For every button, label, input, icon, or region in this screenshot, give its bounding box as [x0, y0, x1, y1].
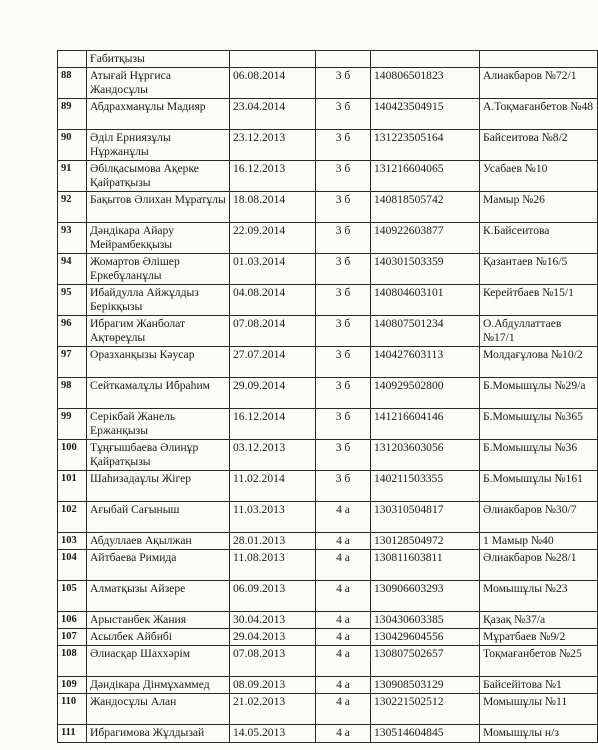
class-grade-cell: 3 б [316, 192, 371, 223]
birth-date-cell: 11.03.2013 [230, 502, 316, 533]
birth-date-cell: 11.02.2014 [230, 471, 316, 502]
class-grade-cell: 3 б [316, 316, 371, 347]
iin-number-cell: 140806501823 [371, 68, 480, 99]
birth-date-cell: 01.03.2014 [230, 254, 316, 285]
class-grade-cell: 3 б [316, 378, 371, 409]
student-name-cell: Шаһизадаұлы Жігер [87, 471, 230, 502]
birth-date-cell: 16.12.2013 [230, 161, 316, 192]
birth-date-cell: 06.09.2013 [230, 581, 316, 612]
row-number-cell: 92 [58, 192, 87, 223]
home-address-cell: Керейтбаев №15/1 [480, 285, 598, 316]
birth-date-cell: 04.08.2014 [230, 285, 316, 316]
iin-number-cell: 140929502800 [371, 378, 480, 409]
row-number-cell: 103 [58, 533, 87, 550]
iin-number-cell: 141216604146 [371, 409, 480, 440]
class-grade-cell: 3 б [316, 440, 371, 471]
home-address-cell: Әлиакбаров №30/7 [480, 502, 598, 533]
student-name-cell: Оразханқызы Кәусар [87, 347, 230, 378]
class-grade-cell: 4 а [316, 646, 371, 677]
row-number-cell: 94 [58, 254, 87, 285]
row-number-cell: 99 [58, 409, 87, 440]
student-name-cell: Әлиасқар Шаххәрім [87, 646, 230, 677]
iin-number-cell: 130128504972 [371, 533, 480, 550]
class-grade-cell: 3 б [316, 161, 371, 192]
iin-number-cell [371, 51, 480, 68]
home-address-cell: 1 Мамыр №40 [480, 533, 598, 550]
student-name-cell: Асылбек Айбибі [87, 629, 230, 646]
student-roster-table [57, 50, 598, 743]
table-row [58, 254, 598, 285]
iin-number-cell: 130221502512 [371, 694, 480, 725]
student-name-cell: Арыстанбек Жания [87, 612, 230, 629]
student-name-cell: Ибрагимова Жұлдызай [87, 725, 230, 743]
class-grade-cell: 3 б [316, 285, 371, 316]
birth-date-cell: 21.02.2013 [230, 694, 316, 725]
home-address-cell: Тоқмағанбетов №25 [480, 646, 598, 677]
home-address-cell: Б.Момышұлы №29/а [480, 378, 598, 409]
row-number-cell: 100 [58, 440, 87, 471]
iin-number-cell: 130430603385 [371, 612, 480, 629]
iin-number-cell: 140427603113 [371, 347, 480, 378]
home-address-cell: Б.Момышұлы №365 [480, 409, 598, 440]
birth-date-cell: 29.04.2013 [230, 629, 316, 646]
table-row [58, 285, 598, 316]
birth-date-cell: 23.04.2014 [230, 99, 316, 130]
birth-date-cell: 22.09.2014 [230, 223, 316, 254]
row-number-cell [58, 51, 87, 68]
home-address-cell: Алиакбаров №72/1 [480, 68, 598, 99]
row-number-cell: 111 [58, 725, 87, 743]
birth-date-cell: 07.08.2014 [230, 316, 316, 347]
home-address-cell: Усабаев №10 [480, 161, 598, 192]
birth-date-cell: 27.07.2014 [230, 347, 316, 378]
row-number-cell: 97 [58, 347, 87, 378]
home-address-cell: А.Тоқмағанбетов №48 [480, 99, 598, 130]
class-grade-cell: 3 б [316, 223, 371, 254]
student-name-cell: Тұңғышбаева Әлинұр Қайратқызы [87, 440, 230, 471]
student-name-cell: Ибрагим Жанболат Ақтөреұлы [87, 316, 230, 347]
table-row [58, 192, 598, 223]
class-grade-cell: 4 а [316, 612, 371, 629]
row-number-cell: 101 [58, 471, 87, 502]
table-row [58, 725, 598, 743]
student-name-cell: Дәндікара Айару Мейрамбекқызы [87, 223, 230, 254]
table-row [58, 378, 598, 409]
iin-number-cell: 130310504817 [371, 502, 480, 533]
row-number-cell: 108 [58, 646, 87, 677]
table-row [58, 471, 598, 502]
home-address-cell: Момышұлы №23 [480, 581, 598, 612]
home-address-cell: Мұратбаев №9/2 [480, 629, 598, 646]
class-grade-cell: 3 б [316, 409, 371, 440]
row-number-cell: 95 [58, 285, 87, 316]
class-grade-cell: 3 б [316, 254, 371, 285]
table-row [58, 694, 598, 725]
table-row [58, 629, 598, 646]
birth-date-cell: 08.09.2013 [230, 677, 316, 694]
student-name-cell: Ибайдулла Айжұлдыз Берікқызы [87, 285, 230, 316]
home-address-cell: Б.Момышұлы №36 [480, 440, 598, 471]
birth-date-cell: 28.01.2013 [230, 533, 316, 550]
home-address-cell: Әлиакбаров №28/1 [480, 550, 598, 581]
table-row [58, 347, 598, 378]
iin-number-cell: 140804603101 [371, 285, 480, 316]
student-name-cell: Бақытов Әлихан Мұратұлы [87, 192, 230, 223]
student-name-cell: Жандосұлы Алан [87, 694, 230, 725]
table-row [58, 316, 598, 347]
home-address-cell: Мамыр №26 [480, 192, 598, 223]
table-row [58, 677, 598, 694]
birth-date-cell: 11.08.2013 [230, 550, 316, 581]
class-grade-cell: 3 б [316, 99, 371, 130]
home-address-cell: Қазақ №37/а [480, 612, 598, 629]
home-address-cell: О.Абдуллаттаев №17/1 [480, 316, 598, 347]
table-row [58, 440, 598, 471]
table-row [58, 502, 598, 533]
row-number-cell: 110 [58, 694, 87, 725]
student-name-cell: Атығай Нұргиса Жандосұлы [87, 68, 230, 99]
student-name-cell: Абдрахманұлы Мадияр [87, 99, 230, 130]
student-name-cell: Серікбай Жанель Ержанқызы [87, 409, 230, 440]
iin-number-cell: 130906603293 [371, 581, 480, 612]
row-number-cell: 106 [58, 612, 87, 629]
class-grade-cell: 4 а [316, 550, 371, 581]
birth-date-cell: 07.08.2013 [230, 646, 316, 677]
class-grade-cell: 3 б [316, 471, 371, 502]
class-grade-cell: 3 б [316, 347, 371, 378]
row-number-cell: 88 [58, 68, 87, 99]
table-row [58, 68, 598, 99]
birth-date-cell: 16.12.2014 [230, 409, 316, 440]
iin-number-cell: 140818505742 [371, 192, 480, 223]
row-number-cell: 105 [58, 581, 87, 612]
iin-number-cell: 131203603056 [371, 440, 480, 471]
iin-number-cell: 140301503359 [371, 254, 480, 285]
class-grade-cell: 4 а [316, 694, 371, 725]
iin-number-cell: 131223505164 [371, 130, 480, 161]
iin-number-cell: 140922603877 [371, 223, 480, 254]
student-name-cell: Әбілқасымова Ақерке Қайратқызы [87, 161, 230, 192]
table-row [58, 612, 598, 629]
iin-number-cell: 131216604065 [371, 161, 480, 192]
home-address-cell [480, 51, 598, 68]
student-name-cell: Дәндікара Дінмұхаммед [87, 677, 230, 694]
class-grade-cell: 4 а [316, 629, 371, 646]
home-address-cell: Байсеитова №8/2 [480, 130, 598, 161]
row-number-cell: 89 [58, 99, 87, 130]
row-number-cell: 107 [58, 629, 87, 646]
row-number-cell: 91 [58, 161, 87, 192]
class-grade-cell [316, 51, 371, 68]
iin-number-cell: 130514604845 [371, 725, 480, 743]
student-name-cell: Ағыбай Сағыныш [87, 502, 230, 533]
class-grade-cell: 4 а [316, 725, 371, 743]
row-number-cell: 96 [58, 316, 87, 347]
student-name-cell: Әділ Ерниязұлы Нұржанұлы [87, 130, 230, 161]
iin-number-cell: 140211503355 [371, 471, 480, 502]
home-address-cell: К.Байсеитова [480, 223, 598, 254]
home-address-cell: Момышұлы н/з [480, 725, 598, 743]
student-name-cell: Абдуллаев Ақылжан [87, 533, 230, 550]
table-row [58, 223, 598, 254]
table-row [58, 646, 598, 677]
student-name-cell: Сейткамалұлы Ибраһим [87, 378, 230, 409]
student-name-cell: Жомартов Әлішер Еркебұланұлы [87, 254, 230, 285]
home-address-cell: Байсейітова №1 [480, 677, 598, 694]
table-row [58, 409, 598, 440]
birth-date-cell: 30.04.2013 [230, 612, 316, 629]
iin-number-cell: 130807502657 [371, 646, 480, 677]
row-number-cell: 102 [58, 502, 87, 533]
home-address-cell: Молдағұлова №10/2 [480, 347, 598, 378]
iin-number-cell: 130429604556 [371, 629, 480, 646]
student-name-cell: Айтбаева Римида [87, 550, 230, 581]
row-number-cell: 93 [58, 223, 87, 254]
table-row [58, 550, 598, 581]
table-row [58, 51, 598, 68]
home-address-cell: Момышұлы №11 [480, 694, 598, 725]
class-grade-cell: 3 б [316, 130, 371, 161]
birth-date-cell: 14.05.2013 [230, 725, 316, 743]
row-number-cell: 104 [58, 550, 87, 581]
iin-number-cell: 140423504915 [371, 99, 480, 130]
birth-date-cell: 18.08.2014 [230, 192, 316, 223]
birth-date-cell: 06.08.2014 [230, 68, 316, 99]
birth-date-cell: 23.12.2013 [230, 130, 316, 161]
class-grade-cell: 4 а [316, 581, 371, 612]
student-name-cell: Алматқызы Айзере [87, 581, 230, 612]
class-grade-cell: 4 а [316, 677, 371, 694]
student-name-cell: Ғабитқызы [87, 51, 230, 68]
iin-number-cell: 130811603811 [371, 550, 480, 581]
home-address-cell: Қазантаев №16/5 [480, 254, 598, 285]
birth-date-cell: 03.12.2013 [230, 440, 316, 471]
class-grade-cell: 4 а [316, 502, 371, 533]
iin-number-cell: 140807501234 [371, 316, 480, 347]
table-row [58, 99, 598, 130]
birth-date-cell: 29.09.2014 [230, 378, 316, 409]
class-grade-cell: 4 а [316, 533, 371, 550]
home-address-cell: Б.Момышұлы №161 [480, 471, 598, 502]
row-number-cell: 109 [58, 677, 87, 694]
table-row [58, 533, 598, 550]
row-number-cell: 98 [58, 378, 87, 409]
roster-body [58, 51, 598, 743]
birth-date-cell [230, 51, 316, 68]
row-number-cell: 90 [58, 130, 87, 161]
iin-number-cell: 130908503129 [371, 677, 480, 694]
table-row [58, 161, 598, 192]
table-row [58, 130, 598, 161]
table-row [58, 581, 598, 612]
class-grade-cell: 3 б [316, 68, 371, 99]
